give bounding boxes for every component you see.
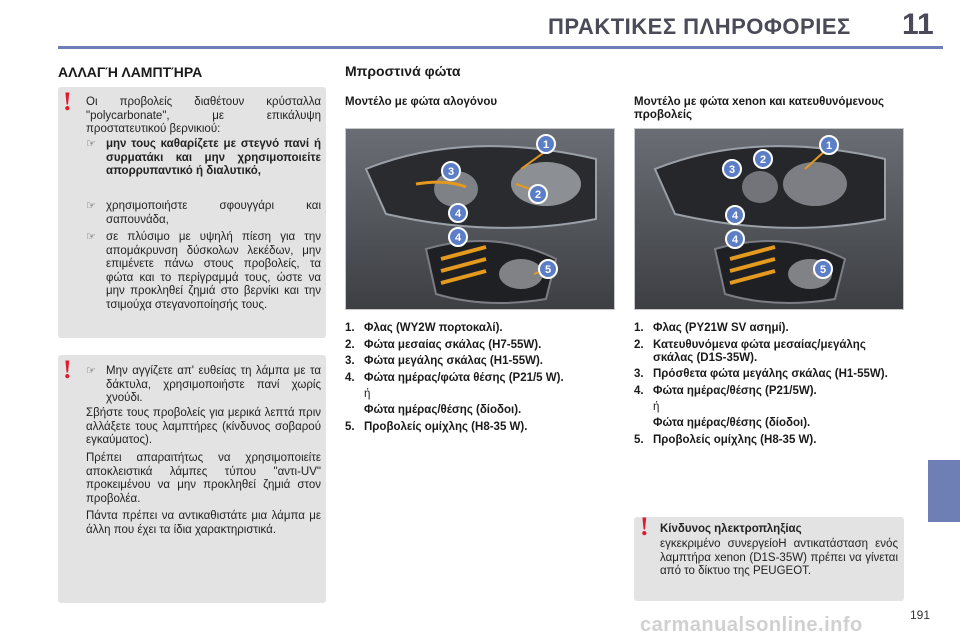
callout-label: 4 bbox=[731, 210, 739, 222]
list-item: 4. Φώτα ημέρας/φώτα θέσης (P21/5 W). bbox=[345, 371, 564, 384]
chapter-number: 11 bbox=[902, 8, 934, 41]
callout-label: 5 bbox=[819, 264, 827, 276]
front-lights-title: Μπροστινά φώτα bbox=[345, 63, 461, 79]
warning-paragraph: Σβήστε τους προβολείς για μερικά λεπτά πριν αλλάξετε τους λαμπτήρες (κίνδυνος σοβαρού εγκαύματος). bbox=[86, 407, 321, 446]
section-title-bulb-change: ΑΛΛΑΓΉ ΛΑΜΠΤΉΡΑ bbox=[58, 64, 203, 80]
pointing-hand-icon: ☞ bbox=[86, 138, 96, 150]
warning-paragraph: Πάντα πρέπει να αντικαθιστάτε μια λάμπα με άλλη που έχει τα ίδια χαρακτηριστικά. bbox=[86, 510, 321, 536]
danger-title: Κίνδυνος ηλεκτροπληξίας bbox=[660, 523, 802, 535]
list-item: 3. Πρόσθετα φώτα μεγάλης σκάλας (H1-55W). bbox=[634, 368, 888, 380]
warning-intro-text: Οι προβολείς διαθέτουν κρύσταλλα "polycarbonate", με επικάλυψη προστατευτικού βερνικιού: bbox=[86, 96, 321, 135]
callout-label: 1 bbox=[825, 140, 833, 152]
warning-paragraph: Πρέπει απαραιτήτως να χρησιμοποιείτε αποκλειστικά λάμπες τύπου "αντι-UV" προκειμένου να μην προκληθεί ζημιά στον προβολέα. bbox=[86, 452, 321, 505]
halogen-bulb-list bbox=[345, 322, 620, 437]
callout-label: 4 bbox=[454, 208, 462, 220]
or-separator: ή bbox=[364, 388, 371, 400]
warning-box-electric-shock bbox=[634, 512, 904, 601]
callout-label: 2 bbox=[534, 189, 542, 201]
bullet-item bbox=[86, 231, 321, 312]
warning-exclamation-icon: ! bbox=[63, 355, 72, 384]
warning-exclamation-icon: ! bbox=[63, 87, 72, 116]
halogen-headlight-photo bbox=[345, 128, 615, 310]
pointing-hand-icon: ☞ bbox=[86, 200, 96, 212]
bullet-text: Μην αγγίζετε απ' ευθείας τη λάμπα με τα δάκτυλα, χρησιμοποιήστε πανί χωρίς χνούδι. bbox=[106, 365, 321, 404]
callout-label: 4 bbox=[454, 232, 462, 244]
callout-label: 5 bbox=[544, 264, 552, 276]
page-number: 191 bbox=[910, 608, 931, 622]
header-rule bbox=[58, 46, 943, 49]
list-item: 4. Φώτα ημέρας/θέσης (P21/5W). bbox=[634, 384, 817, 397]
halogen-model-heading: Μοντέλο με φώτα αλογόνου bbox=[345, 96, 498, 108]
xenon-headlight-photo bbox=[634, 128, 904, 310]
bullet-item bbox=[86, 365, 321, 406]
list-item-alternative: Φώτα ημέρας/θέσης (δίοδοι). bbox=[653, 417, 811, 429]
list-item: 1. Φλας (PY21W SV ασημί). bbox=[634, 322, 789, 334]
list-item: 2. Κατευθυνόμενα φώτα μεσαίας/μεγάλης σκάλας (D1S-35W). bbox=[634, 338, 866, 364]
watermark: carmanualsonline.info bbox=[640, 614, 863, 636]
bullet-text: σε πλύσιμο με υψηλή πίεση για την απομάκρυνση δύσκολων λεκέδων, μην επιμένετε πάνω στους προβολείς, τα φώτα και το περίγραμμά τους, ώστε να μην προκληθεί ζημιά στο βερνίκι και την τσιμούχα στεγανοποίησής τους. bbox=[106, 231, 321, 311]
page-header-title: ΠΡΑΚΤΙΚΕΣ ΠΛΗΡΟΦΟΡΙΕΣ bbox=[548, 14, 851, 39]
or-separator: ή bbox=[653, 401, 660, 413]
bullet-item bbox=[86, 200, 321, 227]
list-item: 2. Φώτα μεσαίας σκάλας (H7-55W). bbox=[345, 338, 542, 351]
callout-label: 2 bbox=[759, 154, 767, 166]
warning-exclamation-icon: ! bbox=[640, 512, 649, 541]
list-item: 3. Φώτα μεγάλης σκάλας (H1-55W). bbox=[345, 355, 543, 367]
danger-text: εγκεκριμένο συνεργείοΗ αντικατάσταση ενός λαμπτήρα xenon (D1S-35W) πρέπει να γίνεται από το δίκτυο της PEUGEOT. bbox=[660, 538, 898, 577]
pointing-hand-icon: ☞ bbox=[86, 231, 96, 243]
list-item: 1. Φλας (WY2W πορτοκαλί). bbox=[345, 322, 503, 334]
callout-label: 4 bbox=[731, 234, 739, 246]
list-item-alternative: Φώτα ημέρας/θέσης (δίοδοι). bbox=[364, 404, 522, 416]
callout-label: 3 bbox=[728, 164, 736, 176]
list-item: 5. Προβολείς ομίχλης (H8-35 W). bbox=[634, 433, 817, 446]
list-item: 5. Προβολείς ομίχλης (H8-35 W). bbox=[345, 420, 528, 433]
callout-label: 3 bbox=[447, 166, 455, 178]
pointing-hand-icon: ☞ bbox=[86, 365, 96, 377]
bullet-text: χρησιμοποιήστε σφουγγάρι και σαπουνάδα, bbox=[106, 200, 321, 226]
warning-box-bulb-handling bbox=[58, 355, 326, 603]
chapter-side-tab bbox=[928, 460, 960, 522]
xenon-model-heading: Μοντέλο με φώτα xenon και κατευθυνόμενους προβολείς bbox=[634, 96, 885, 121]
callout-label: 1 bbox=[542, 139, 550, 151]
bullet-text: μην τους καθαρίζετε με στεγνό πανί ή συρματάκι και μην χρησιμοποιείτε απορρυπαντικό ή διαλυτικό, bbox=[106, 138, 321, 177]
warning-box-polycarbonate bbox=[58, 87, 326, 338]
xenon-bulb-list bbox=[634, 322, 909, 450]
bullet-item bbox=[86, 138, 321, 179]
